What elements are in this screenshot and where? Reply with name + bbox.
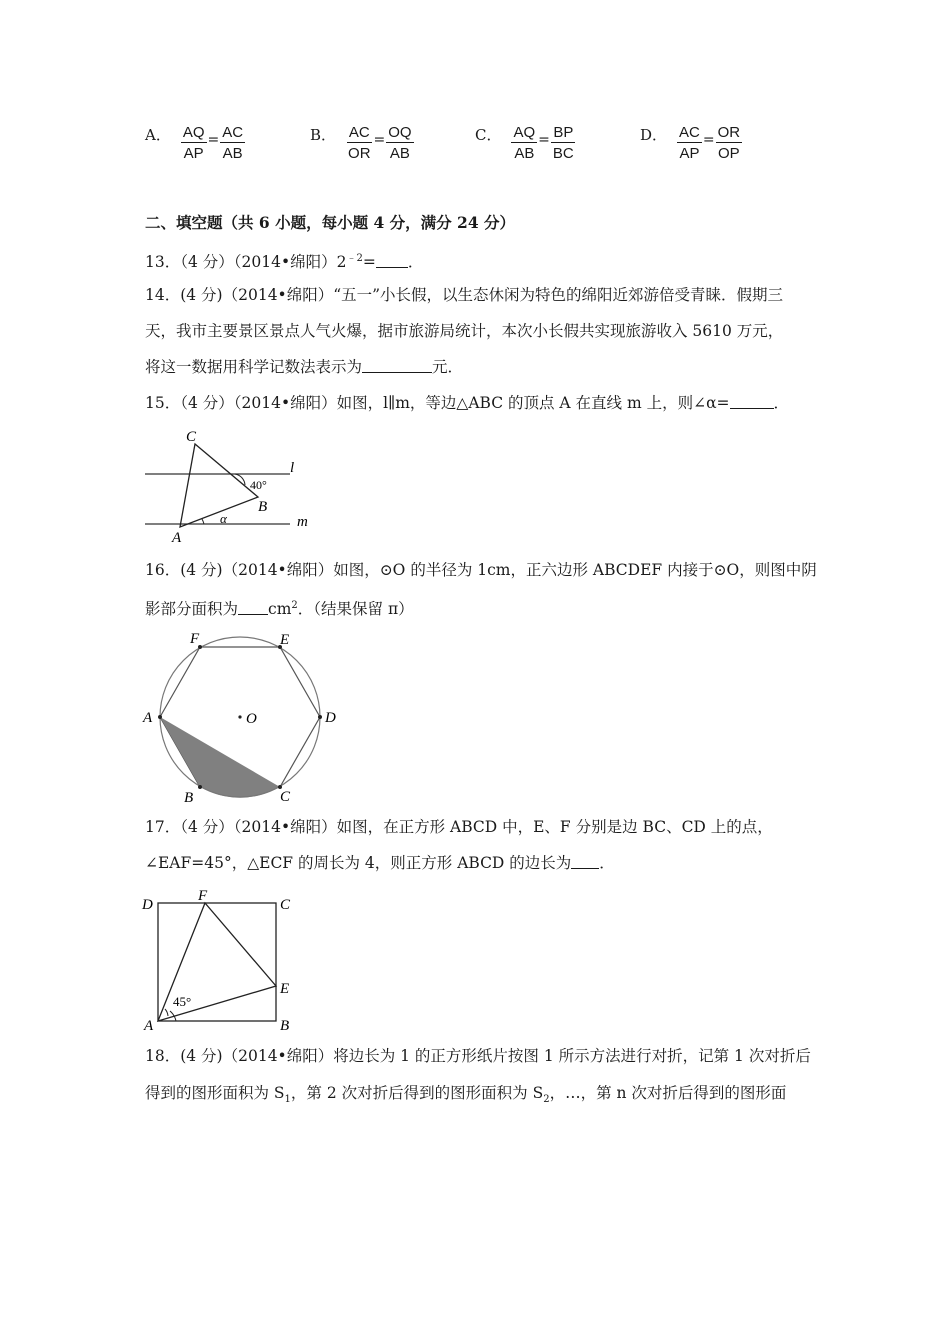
label-f: F <box>198 888 208 904</box>
label-b: B <box>184 790 194 806</box>
figure-16 <box>140 628 350 806</box>
figure-15 <box>140 425 330 550</box>
label-a: A <box>144 1018 154 1034</box>
label-f: F <box>190 631 200 647</box>
fraction: $\frac{AC}{OR}$ <box>348 124 371 162</box>
fraction: $\frac{BP}{BC}$ <box>552 124 574 162</box>
figure-17 <box>140 885 310 1035</box>
label-alpha: α <box>220 511 227 526</box>
fraction: $\frac{AC}{AB}$ <box>222 124 244 162</box>
label-angle-45: 45° <box>173 994 192 1009</box>
label-l: l <box>290 460 295 476</box>
question-17-line-1: 17．（4 分）（2014•绵阳）如图，在正方形 ABCD 中，E、F 分别是边 BC、CD 上的点， <box>145 818 773 836</box>
fraction: $\frac{AC}{AP}$ <box>679 124 700 162</box>
point-a <box>158 715 162 719</box>
section-heading: 二、填空题（共 6 小题，每小题 4 分，满分 24 分） <box>145 213 516 232</box>
option-letter: D． <box>640 126 668 144</box>
question-16-line-1: 16．(4 分)（2014•绵阳）如图，⊙O 的半径为 1cm，正六边形 ABCDEF 内接于⊙O，则图中阴 <box>145 561 817 579</box>
fraction: $\frac{AQ}{AP}$ <box>182 124 205 162</box>
label-b: B <box>258 499 268 515</box>
label-a: A <box>143 710 153 726</box>
label-c: C <box>186 429 197 445</box>
answer-blank <box>238 600 268 615</box>
label-e: E <box>280 632 290 648</box>
label-o: O <box>246 711 257 727</box>
label-a: A <box>172 530 182 546</box>
label-c: C <box>280 897 291 913</box>
answer-blank <box>376 253 408 268</box>
question-17-line-2: ∠EAF=45°，△ECF 的周长为 4，则正方形 ABCD 的边长为 ． <box>145 854 615 872</box>
fraction: $\frac{OQ}{AB}$ <box>388 124 412 162</box>
answer-blank <box>362 358 432 373</box>
label-d: D <box>325 710 336 726</box>
fraction: $\frac{OR}{OP}$ <box>717 124 741 162</box>
option-letter: B． <box>310 126 337 144</box>
answer-blank <box>730 394 774 409</box>
angle-45-arc-inner <box>165 1009 168 1016</box>
option-a: A． $\frac{AQ}{AP}$ = $\frac{AC}{AB}$ <box>145 124 244 162</box>
question-16-line-2: 影部分面积为 $cm^2$．（结果保留 π） <box>145 600 414 619</box>
question-13: 13．（4 分）（2014•绵阳）$2^{﹣2}=$ ． <box>145 253 424 272</box>
angle-alpha-arc <box>202 519 204 524</box>
fraction: $\frac{AQ}{AB}$ <box>513 124 536 162</box>
label-m: m <box>297 514 308 530</box>
label-e: E <box>280 981 290 997</box>
question-14-line-1: 14．(4 分)（2014•绵阳）“五一”小长假，以生态休闲为特色的绵阳近郊游倍受青睐．假期三 <box>145 286 784 304</box>
option-letter: A． <box>145 126 171 144</box>
answer-blank <box>571 854 599 869</box>
label-angle-40: 40° <box>250 478 267 492</box>
option-letter: C． <box>475 126 502 144</box>
label-b: B <box>280 1018 290 1034</box>
question-15: 15．（4 分）（2014•绵阳）如图，l∥m，等边△ABC 的顶点 A 在直线 m 上，则∠α= ． <box>145 394 790 412</box>
question-14-line-2: 天，我市主要景区景点人气火爆，据市旅游局统计，本次小长假共实现旅游收入 5610 万元， <box>145 322 784 340</box>
point-d <box>318 715 322 719</box>
label-d: D <box>142 897 153 913</box>
question-14-line-3: 将这一数据用科学记数法表示为 元． <box>145 358 464 376</box>
option-b: B． $\frac{AC}{OR}$ = $\frac{OQ}{AB}$ <box>310 124 412 162</box>
shaded-region <box>160 717 280 798</box>
point-b <box>198 785 202 789</box>
question-18-line-2: 得到的图形面积为 $S_1$，第 2 次对折后得到的图形面积为 $S_2$，…，第 n 次对折后得到的图形面 <box>145 1084 787 1106</box>
option-c: C． $\frac{AQ}{AB}$ = $\frac{BP}{BC}$ <box>475 124 574 162</box>
option-d: D． $\frac{AC}{AP}$ = $\frac{OR}{OP}$ <box>640 124 741 162</box>
question-18-line-1: 18．(4 分)（2014•绵阳）将边长为 1 的正方形纸片按图 1 所示方法进行对折，记第 1 次对折后 <box>145 1047 811 1065</box>
triangle-abc <box>180 444 258 527</box>
point-o <box>238 715 241 718</box>
label-c: C <box>280 789 291 805</box>
